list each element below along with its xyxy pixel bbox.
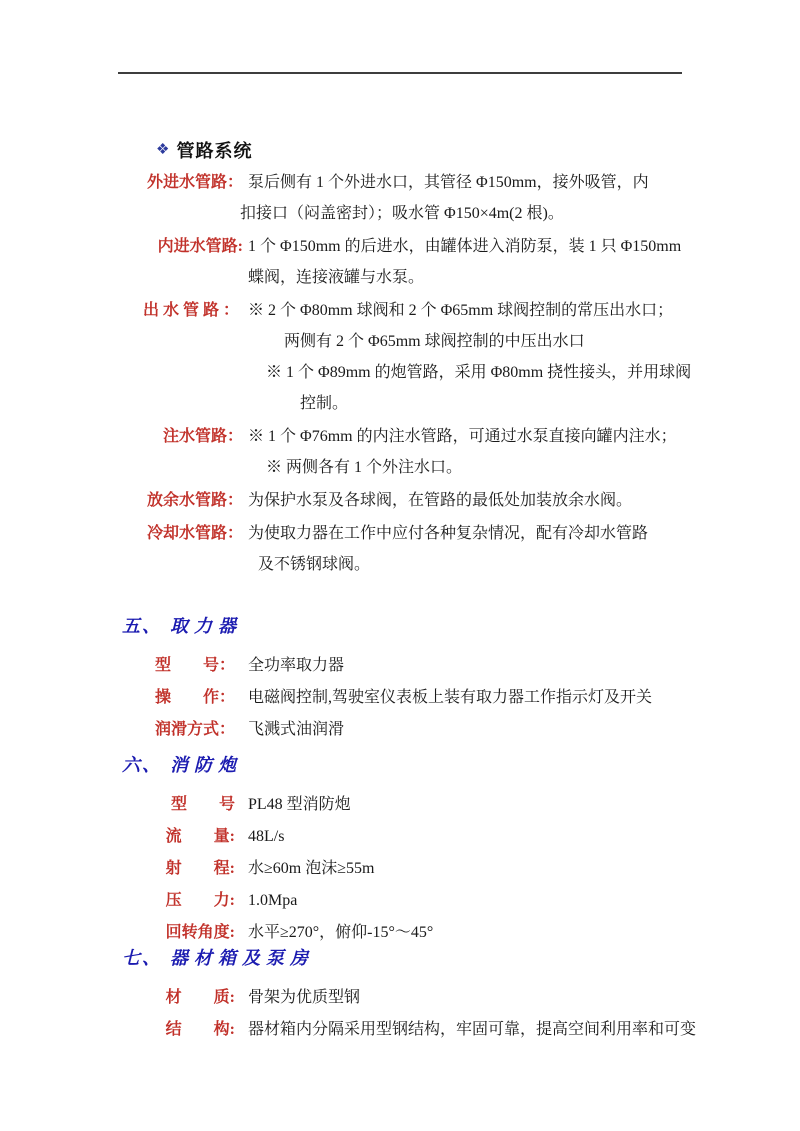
pipe-paragraph-external-inlet (143, 167, 703, 229)
pipe-line: 扣接口（闷盖密封）；吸水管 Φ150×4m(2 根)。 (240, 205, 564, 222)
section-7-equipment-box (122, 944, 722, 1046)
spec-value: 全功率取力器 (248, 657, 345, 674)
pipe-system-title: 管路系统 (176, 141, 253, 161)
pipe-line: 泵后侧有 1 个外进水口，其管径 Φ150mm，接外吸管，内 (248, 174, 649, 191)
pipe-label: 内进水管路: (157, 238, 243, 255)
spec-row (150, 821, 722, 853)
spec-value: 水平≥270°，俯仰-15°～45° (248, 924, 434, 941)
section-number: 七、 (122, 948, 162, 968)
spec-rows (150, 789, 722, 949)
pipe-paragraph-internal-inlet (143, 231, 703, 293)
spec-label: 材 质: (165, 989, 235, 1006)
paragraph-body (248, 485, 703, 516)
paragraph-body (248, 421, 703, 483)
spec-rows (150, 982, 722, 1046)
spec-label: 结 构: (165, 1021, 235, 1038)
section-heading (122, 944, 722, 970)
spec-value: 电磁阀控制,驾驶室仪表板上装有取力器工作指示灯及开关 (248, 689, 653, 706)
section-title: 消防炮 (170, 755, 242, 775)
spec-row (150, 853, 722, 885)
pipe-line: 为使取力器在工作中应付各种复杂情况，配有冷却水管路 (248, 525, 649, 542)
section-heading (122, 612, 722, 638)
spec-label: 压 力: (165, 892, 235, 909)
spec-label: 流 量: (165, 828, 235, 845)
spec-label: 操 作： (154, 689, 235, 706)
pipe-label: 外进水管路： (146, 174, 243, 191)
spec-rows (150, 650, 722, 746)
section-heading (122, 751, 722, 777)
pipe-label: 注水管路： (162, 428, 243, 445)
paragraph-body (248, 518, 703, 580)
paragraph-body (248, 231, 703, 293)
spec-label: 回转角度: (165, 924, 235, 941)
spec-label: 射 程: (165, 860, 235, 877)
pipe-paragraphs (143, 167, 703, 582)
spec-value: 器材箱内分隔采用型钢结构，牢固可靠，提高空间利用率和可变 (248, 1021, 697, 1038)
pipe-label: 冷却水管路： (146, 525, 243, 542)
pipe-paragraph-cooling (143, 518, 703, 580)
pipe-system-heading (156, 137, 252, 163)
spec-label: 型 号： (154, 657, 235, 674)
section-number: 五、 (122, 616, 162, 636)
pipe-label: 放余水管路： (146, 492, 243, 509)
pipe-line: ※ 1 个 Φ76mm 的内注水管路，可通过水泵直接向罐内注水； (248, 428, 677, 445)
pipe-line: 1 个 Φ150mm 的后进水，由罐体进入消防泵，装 1 只 Φ150mm (248, 238, 682, 255)
pipe-line: 控制。 (300, 395, 349, 412)
spec-value: 48L/s (248, 828, 285, 845)
section-title: 器材箱及泵房 (170, 948, 314, 968)
spec-value: PL48 型消防炮 (248, 796, 351, 813)
pipe-line: 及不锈钢球阀。 (258, 556, 371, 573)
spec-label: 润滑方式： (154, 721, 235, 738)
pipe-paragraph-outlet (143, 295, 703, 419)
pipe-line: 两侧有 2 个 Φ65mm 球阀控制的中压出水口 (284, 333, 585, 350)
paragraph-body (248, 295, 703, 419)
paragraph-body (240, 167, 703, 229)
section-6-fire-monitor (122, 751, 722, 949)
spec-value: 飞溅式油润滑 (248, 721, 345, 738)
section-5-power-takeoff (122, 612, 722, 746)
spec-row (150, 650, 722, 682)
spec-row (150, 1014, 722, 1046)
spec-row (150, 682, 722, 714)
spec-value: 1.0Mpa (248, 892, 298, 909)
diamond-bullet-icon: ❖ (156, 141, 170, 158)
pipe-line: ※ 1 个 Φ89mm 的炮管路，采用 Φ80mm 挠性接头，并用球阀 (266, 364, 692, 381)
section-title: 取力器 (170, 616, 242, 636)
pipe-line: 蝶阀，连接液罐与水泵。 (248, 269, 425, 286)
spec-label: 型 号 (170, 796, 235, 813)
pipe-line: 为保护水泵及各球阀，在管路的最低处加装放余水阀。 (248, 492, 633, 509)
pipe-line: ※ 两侧各有 1 个外注水口。 (266, 459, 463, 476)
spec-row (150, 789, 722, 821)
spec-value: 水≥60m 泡沫≥55m (248, 860, 375, 877)
spec-row (150, 982, 722, 1014)
header-rule (118, 72, 682, 74)
spec-value: 骨架为优质型钢 (248, 989, 361, 1006)
pipe-paragraph-filling (143, 421, 703, 483)
pipe-paragraph-drain (143, 485, 703, 516)
pipe-line: ※ 2 个 Φ80mm 球阀和 2 个 Φ65mm 球阀控制的常压出水口； (248, 302, 674, 319)
spec-row (150, 885, 722, 917)
section-number: 六、 (122, 755, 162, 775)
pipe-label: 出水管路： (143, 302, 244, 319)
spec-row (150, 714, 722, 746)
